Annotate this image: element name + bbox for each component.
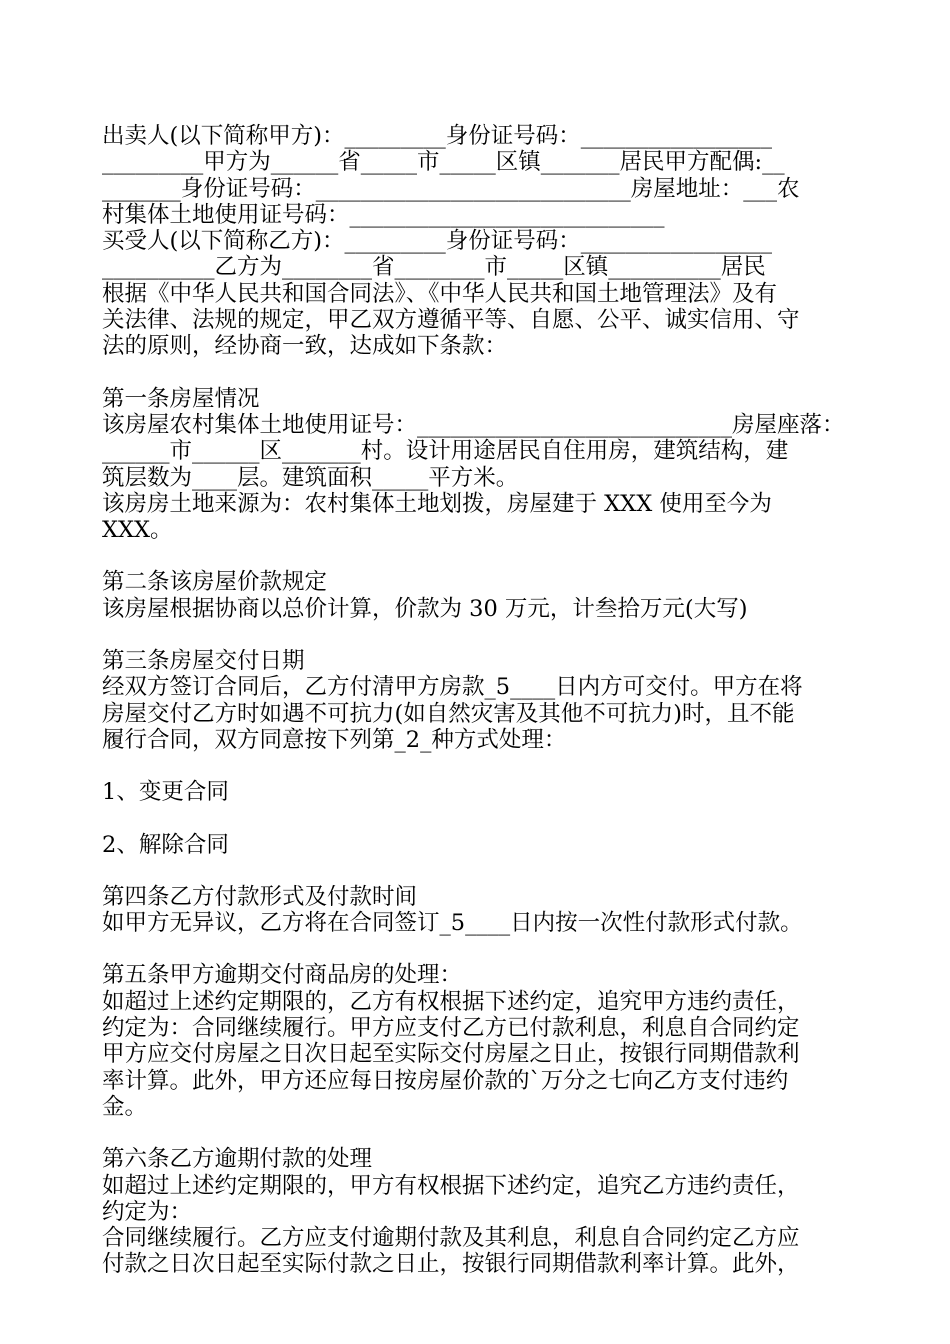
spacer — [102, 622, 852, 648]
article-4 — [102, 884, 852, 937]
article-3-line: 房屋交付乙方时如遇不可抗力(如自然灾害及其他不可抗力)时，且不能 — [102, 700, 795, 727]
article-5-line: 如超过上述约定期限的，乙方有权根据下述约定，追究甲方违约责任， — [102, 988, 800, 1015]
article-3-line: 履行合同，双方同意按下列第_2_种方式处理： — [102, 726, 567, 753]
seller-line-2: _________甲方为______省_____市_____区镇_______居民甲方配偶:__ — [102, 149, 785, 176]
article-6-line: 付款之日次日起至实际付款之日止，按银行同期借款利率计算。此外， — [102, 1251, 800, 1278]
spacer — [102, 753, 852, 779]
article-1-line: 筑层数为____层。建筑面积_____平方米。 — [102, 464, 519, 491]
buyer-line-1: 买受人(以下简称乙方)：_________身份证号码：_________________ — [102, 228, 773, 255]
article-3 — [102, 648, 852, 858]
article-4-line: 如甲方无异议，乙方将在合同签订_5____日内按一次性付款形式付款。 — [102, 910, 803, 937]
article-1-title: 第一条房屋情况 — [102, 385, 260, 412]
spacer — [102, 858, 852, 884]
preamble-line-1: 根据《中华人民共和国合同法》、《中华人民共和国土地管理法》及有 — [102, 280, 778, 307]
article-5-line: 约定为：合同继续履行。甲方应支付乙方已付款利息，利息自合同约定 — [102, 1015, 800, 1042]
article-2 — [102, 569, 852, 622]
preamble-line-3: 法的原则，经协商一致，达成如下条款： — [102, 333, 508, 360]
article-2-line: 该房屋根据协商以总价计算，价款为 30 万元，计叁拾万元(大写) — [102, 595, 748, 622]
article-6-line: 合同继续履行。乙方应支付逾期付款及其利息，利息自合同约定乙方应 — [102, 1225, 800, 1252]
article-2-title: 第二条该房屋价款规定 — [102, 569, 328, 596]
spacer — [102, 543, 852, 569]
article-1-line: 该房屋农村集体土地使用证号：____________________________房屋座落： — [102, 411, 845, 438]
article-6-title: 第六条乙方逾期付款的处理 — [102, 1146, 373, 1173]
article-5-line: 金。 — [102, 1093, 148, 1120]
parties-section — [102, 123, 852, 360]
article-5-line: 甲方应交付房屋之日次日起至实际交付房屋之日止，按银行同期借款利 — [102, 1041, 800, 1068]
article-1-line: XXX。 — [102, 517, 173, 544]
article-3-line: 经双方签订合同后，乙方付清甲方房款_5____日内方可交付。甲方在将 — [102, 674, 803, 701]
contract-page — [102, 123, 852, 1278]
article-3-title: 第三条房屋交付日期 — [102, 648, 305, 675]
article-1-line: ______市______区_______村。设计用途居民自住用房，建筑结构，建 — [102, 438, 789, 465]
article-1-line: 该房房土地来源为：农村集体土地划拨，房屋建于 XXX 使用至今为 — [102, 490, 772, 517]
article-6 — [102, 1146, 852, 1277]
article-5-line: 率计算。此外，甲方还应每日按房屋价款的`万分之七向乙方支付违约 — [102, 1067, 789, 1094]
article-6-line: 约定为： — [102, 1198, 193, 1225]
seller-line-1: 出卖人(以下简称甲方)：_________身份证号码：_________________ — [102, 123, 773, 149]
article-5 — [102, 962, 852, 1120]
article-5-title: 第五条甲方逾期交付商品房的处理： — [102, 962, 463, 989]
spacer — [102, 360, 852, 386]
buyer-line-2: __________乙方为________省________市_____区镇__________居民 — [102, 254, 766, 281]
spacer — [102, 806, 852, 832]
article-1 — [102, 386, 852, 544]
option-terminate-contract: 2、解除合同 — [102, 831, 229, 858]
article-6-line: 如超过上述约定期限的，甲方有权根据下述约定，追究乙方违约责任， — [102, 1172, 800, 1199]
spacer — [102, 936, 852, 962]
preamble-line-2: 关法律、法规的规定，甲乙双方遵循平等、自愿、公平、诚实信用、守 — [102, 307, 800, 334]
seller-line-3: _______身份证号码：____________________________房屋地址：___农 — [102, 175, 800, 202]
seller-line-4: 村集体土地使用证号码：____________________________ — [102, 201, 665, 228]
spacer — [102, 1120, 852, 1146]
article-4-title: 第四条乙方付款形式及付款时间 — [102, 883, 418, 910]
option-change-contract: 1、变更合同 — [102, 779, 229, 806]
